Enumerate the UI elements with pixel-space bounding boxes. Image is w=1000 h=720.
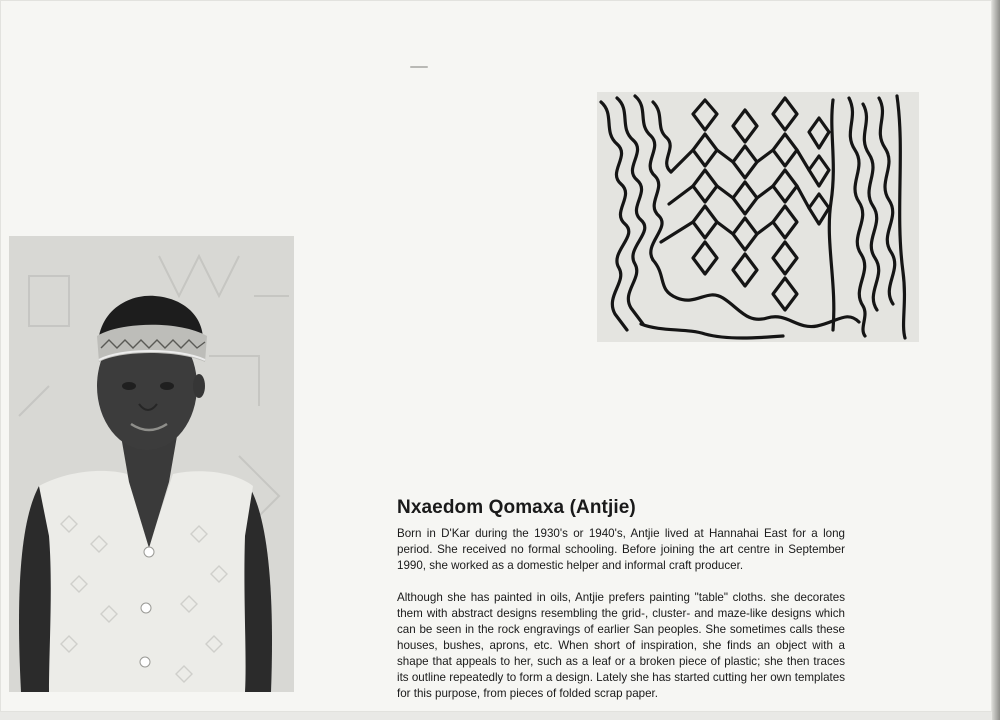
bio-paragraph-1: Born in D'Kar during the 1930's or 1940's, Antjie lived at Hannahai East for a long period. She received no formal schooling. Before joining the art centre in September 1990, she worked as a domestic helper and informal craft producer. [397, 527, 845, 572]
portrait-photo [9, 236, 294, 692]
bio-paragraph-2: Although she has painted in oils, Antjie prefers painting "table" cloths. she decorates them with abstract designs resembling the grid-, cluster- and maze-like designs which can be seen in the rock engravings of earlier San peoples. She sometimes calls these houses, bushes, aprons, etc. When short of inspiration, she finds an object with a shape that appeals to her, such as a leaf or a broken piece of plastic; she then traces its outline repeatedly to form a design. Lately she has started cutting her own templates for this purpose, from pieces of folded scrap paper. [397, 591, 845, 700]
scan-mark [410, 66, 428, 68]
page-edge-shadow [992, 0, 1000, 720]
artist-bio-section [397, 496, 845, 702]
artwork-image [597, 92, 919, 342]
artist-name-heading: Nxaedom Qomaxa (Antjie) [397, 497, 636, 518]
